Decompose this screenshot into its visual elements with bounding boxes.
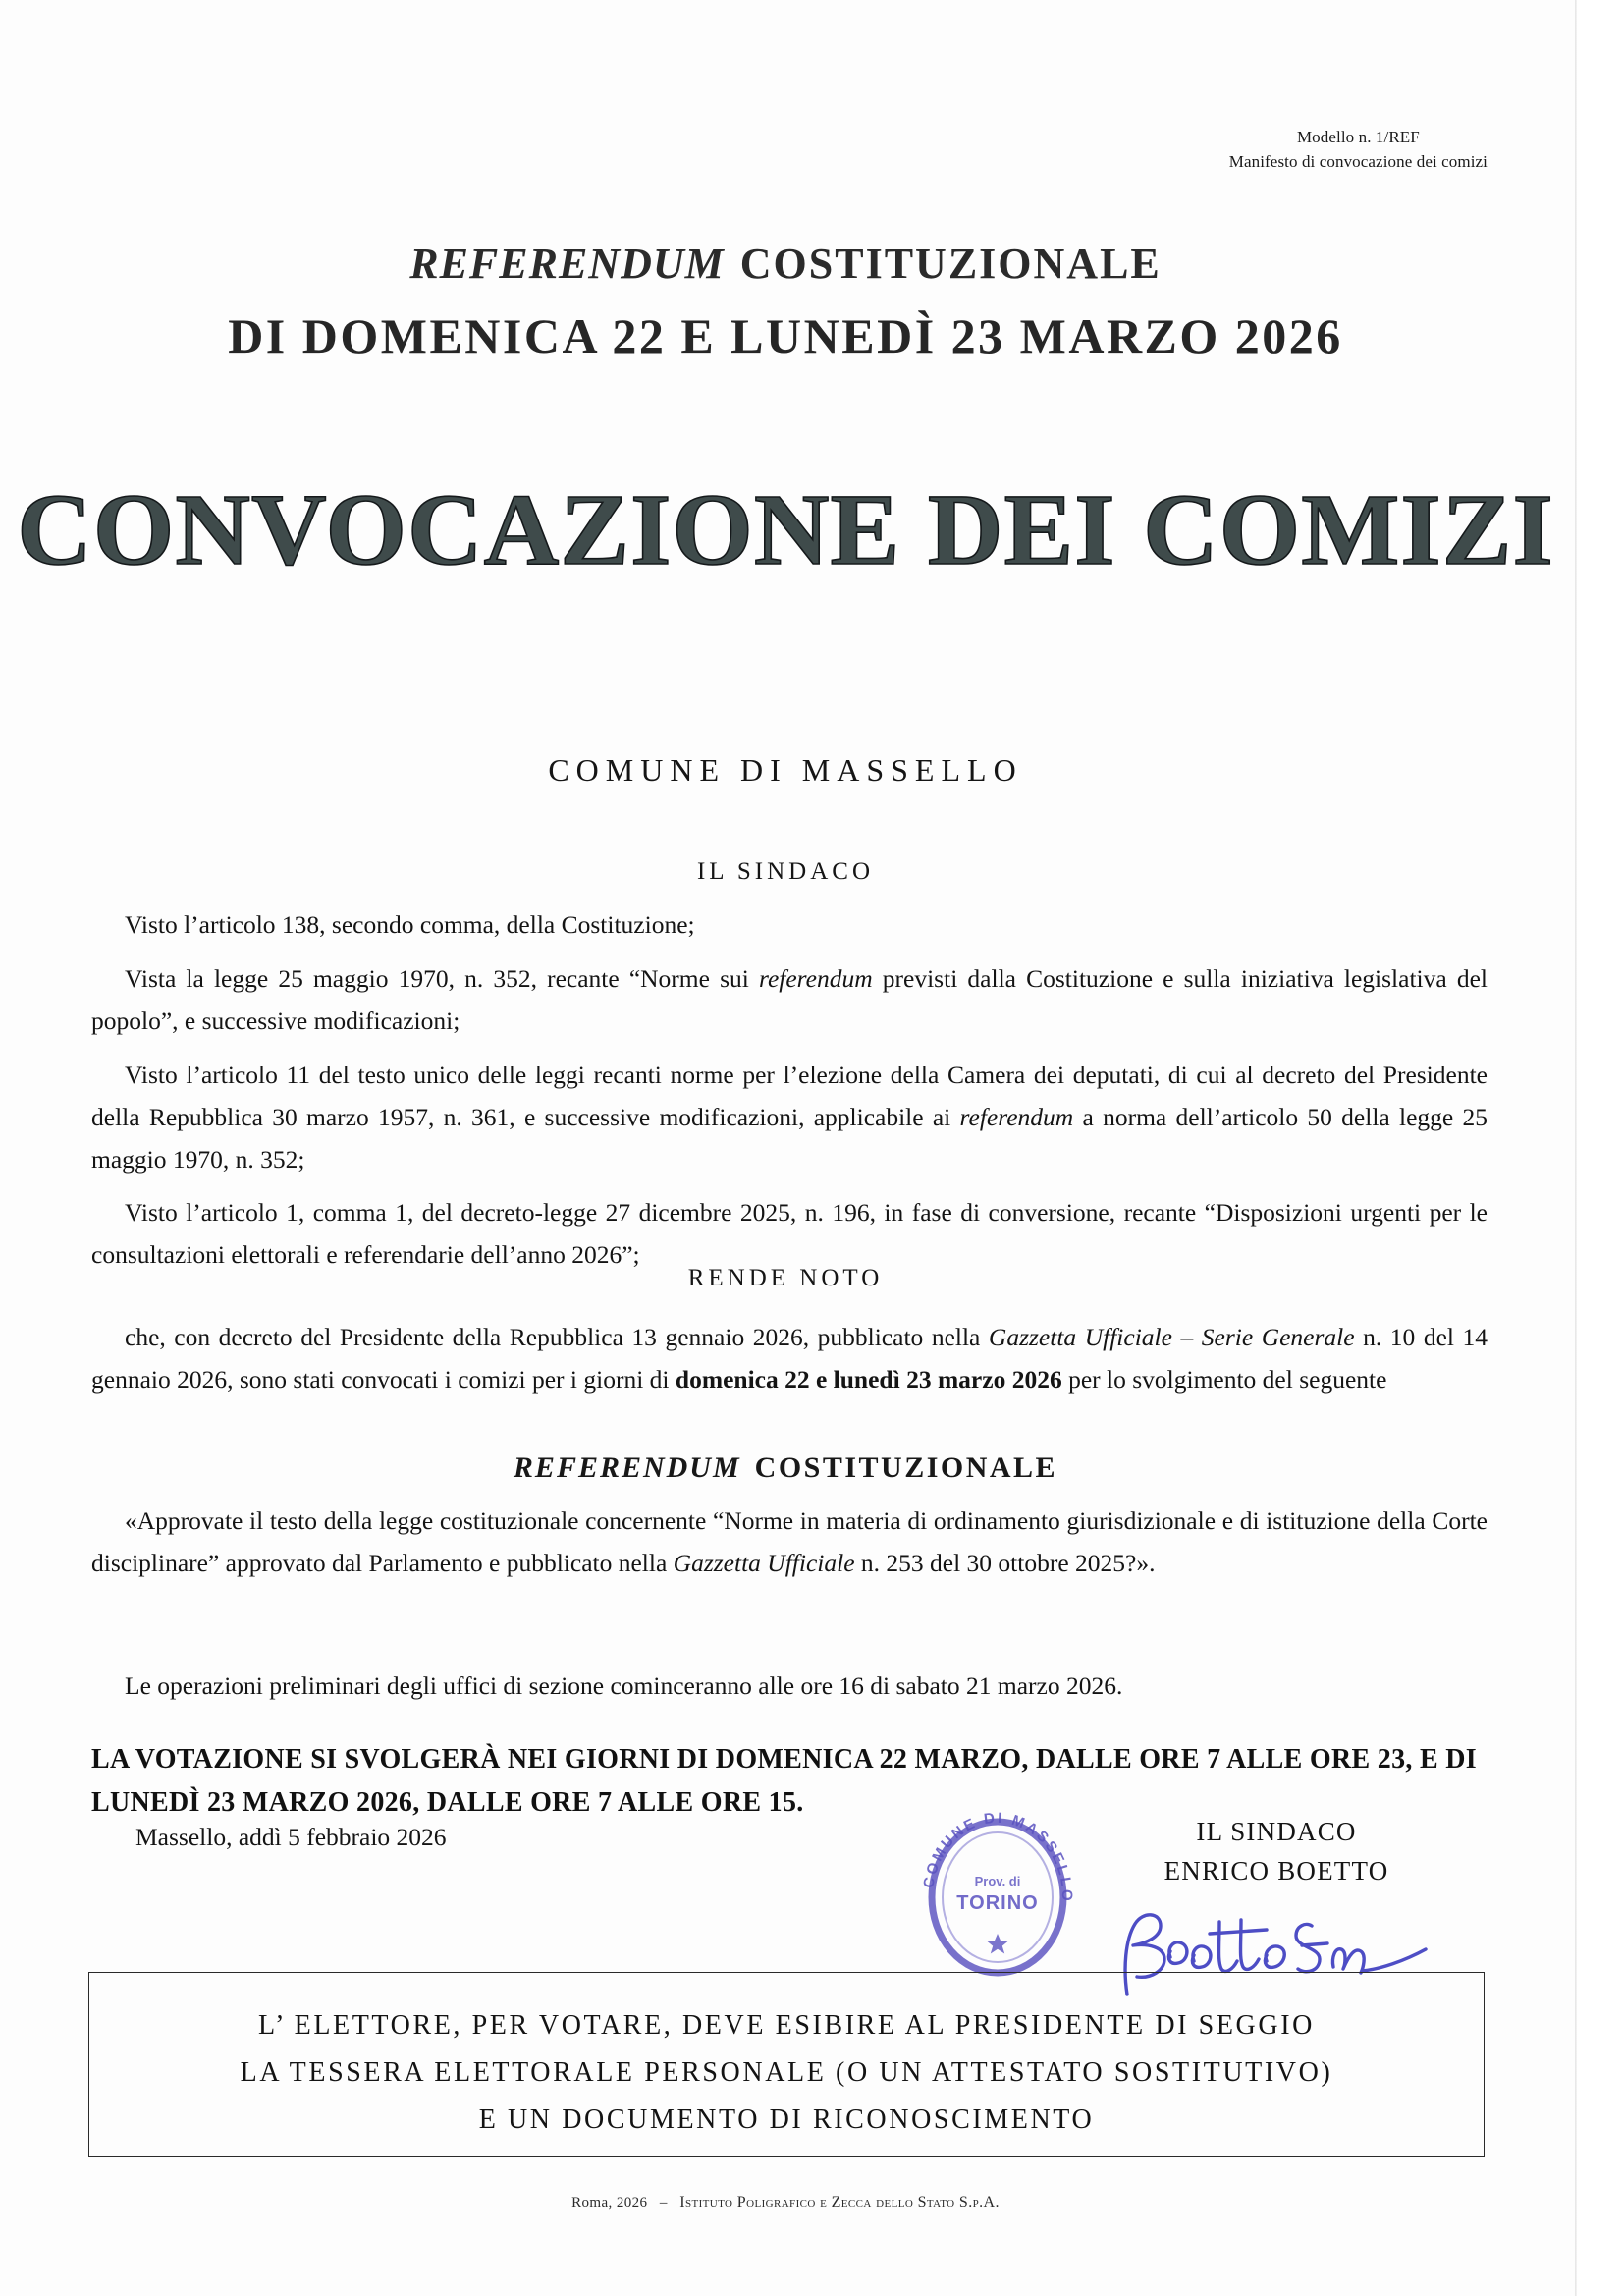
page-title: CONVOCAZIONE DEI COMIZI: [17, 473, 1554, 586]
paragraph-operazioni-preliminari-wrap: [91, 1665, 1488, 1707]
referendum-title-dates: DI DOMENICA 22 E LUNEDÌ 23 MARZO 2026: [228, 308, 1343, 363]
stamp-inner-ring: [943, 1832, 1053, 1962]
voter-notice-line1: L’ ELETTORE, PER VOTARE, DEVE ESIBIRE AL PRESIDENTE DI SEGGIO: [258, 2010, 1315, 2041]
p2-italic-referendum: referendum: [758, 964, 873, 993]
p5-part-c: per lo svolgimento del seguente: [1061, 1365, 1387, 1394]
p2-part-a: Vista la legge 25 maggio 1970, n. 352, recante “Norme sui: [125, 964, 759, 993]
paragraph-decreto-legge: Visto l’articolo 1, comma 1, del decreto-legge 27 dicembre 2025, n. 196, in fase di conversione, recante “Disposizioni urgenti per le consultazioni elettorali e referendarie dell’anno 2026”;: [91, 1198, 1488, 1269]
voter-notice-text: [89, 2002, 1484, 2144]
paragraph-visto-138-wrap: [91, 903, 1488, 946]
voting-hours-declaration: LA VOTAZIONE SI SVOLGERÀ NEI GIORNI DI DOMENICA 22 MARZO, DALLE ORE 7 ALLE ORE 23, E DI LUNEDÌ 23 MARZO 2026, DALLE ORE 7 ALLE ORE 15.: [91, 1744, 1477, 1818]
question-heading-referendum: REFERENDUM: [513, 1451, 741, 1484]
stamp-star-icon: [987, 1934, 1008, 1954]
p5-part-a: che, con decreto del Presidente della Repubblica 13 gennaio 2026, pubblicato nella: [125, 1323, 989, 1351]
printer-footer: [0, 2194, 1571, 2212]
scan-edge-margin: [1577, 0, 1623, 2296]
paragraph-visto-11: [91, 1054, 1488, 1180]
stamp-inner-line2: TORINO: [956, 1892, 1039, 1914]
signer-name: ENRICO BOETTO: [1163, 1856, 1389, 1886]
paragraph-decreto-legge-wrap: [91, 1191, 1488, 1276]
p5-bold-dates: domenica 22 e lunedì 23 marzo 2026: [675, 1365, 1062, 1394]
title-referendum-word: REFERENDUM: [409, 240, 725, 288]
footer-city-year: Roma, 2026: [571, 2195, 648, 2211]
stamp-outer-text: COMUNE DI MASSELLO: [920, 1809, 1076, 1904]
p3-part-b: a norma dell’articolo 50 della legge 25 maggio 1970, n. 352;: [91, 1103, 1488, 1174]
paragraph-visto-11-wrap: [91, 1054, 1488, 1180]
p6-part-b: n. 253 del 30 ottobre 2025?».: [854, 1549, 1156, 1577]
footer-publisher: Istituto Poligrafico e Zecca dello Stato S.p.A.: [679, 2194, 1000, 2211]
paragraph-vista-legge: [91, 957, 1488, 1042]
p6-italic-gazzetta: Gazzetta Ufficiale: [673, 1549, 855, 1577]
model-reference-header: [1229, 126, 1488, 174]
p3-part-a: Visto l’articolo 11 del testo unico delle leggi recanti norme per l’elezione della Camera dei deputati, di cui al decreto del Presidente della Repubblica 30 marzo 1957, n. 361, e successive modificazioni, applicabile ai: [91, 1061, 1488, 1131]
paragraph-operazioni-preliminari: Le operazioni preliminari degli uffici di sezione cominceranno alle ore 16 di sabato 21 marzo 2026.: [125, 1671, 1123, 1700]
paragraph-convocazione: [91, 1316, 1488, 1400]
referendum-question-heading: [0, 1451, 1571, 1485]
paragraph-visto-138: Visto l’articolo 138, secondo comma, della Costituzione;: [125, 910, 695, 939]
p3-italic-referendum: referendum: [959, 1103, 1074, 1131]
p5-italic-gazzetta: Gazzetta Ufficiale – Serie Generale: [988, 1323, 1355, 1351]
place-and-date: Massello, addì 5 febbraio 2026: [135, 1823, 447, 1851]
stamp-inner-line1: Prov. di: [974, 1874, 1021, 1888]
stamp-outer-ring: [932, 1822, 1063, 1973]
voter-notice-box: [88, 1972, 1485, 2157]
model-subtitle: Manifesto di convocazione dei comizi: [1228, 151, 1488, 171]
paragraph-vista-legge-wrap: [91, 957, 1488, 1042]
p5-part-b: n. 10 del 14 gennaio 2026, sono stati convocati i comizi per i giorni di: [91, 1323, 1488, 1394]
rende-noto-heading: RENDE NOTO: [687, 1265, 884, 1291]
comune-name: COMUNE DI MASSELLO: [548, 752, 1023, 788]
referendum-title-line1: [0, 239, 1571, 289]
voter-notice-line3: E UN DOCUMENTO DI RICONOSCIMENTO: [478, 2105, 1095, 2135]
p2-part-b: previsti dalla Costituzione e sulla iniziativa legislativa del popolo”, e successive modificazioni;: [91, 964, 1488, 1035]
voter-notice-line2: LA TESSERA ELETTORALE PERSONALE (O UN ATTESTATO SOSTITUTIVO): [240, 2057, 1333, 2088]
authority-heading: IL SINDACO: [696, 858, 875, 885]
referendum-question-wrap: [91, 1500, 1488, 1584]
p6-part-a: «Approvate il testo della legge costituzionale concernente “Norme in materia di ordinamento giurisdizionale e di istituzione della Corte disciplinare” approvato dal Parlamento e pubblicato nella: [91, 1506, 1488, 1577]
signer-role: IL SINDACO: [1196, 1817, 1357, 1846]
signature-block: [1100, 1812, 1453, 1890]
paragraph-convocazione-wrap: [91, 1316, 1488, 1400]
official-stamp: [911, 1799, 1084, 1982]
footer-dash: –: [659, 2195, 668, 2211]
model-number: Modello n. 1/REF: [1296, 128, 1420, 146]
referendum-question-text: [91, 1500, 1488, 1584]
title-costituzionale-word: COSTITUZIONALE: [739, 240, 1162, 288]
question-heading-costituzionale: COSTITUZIONALE: [754, 1451, 1058, 1484]
